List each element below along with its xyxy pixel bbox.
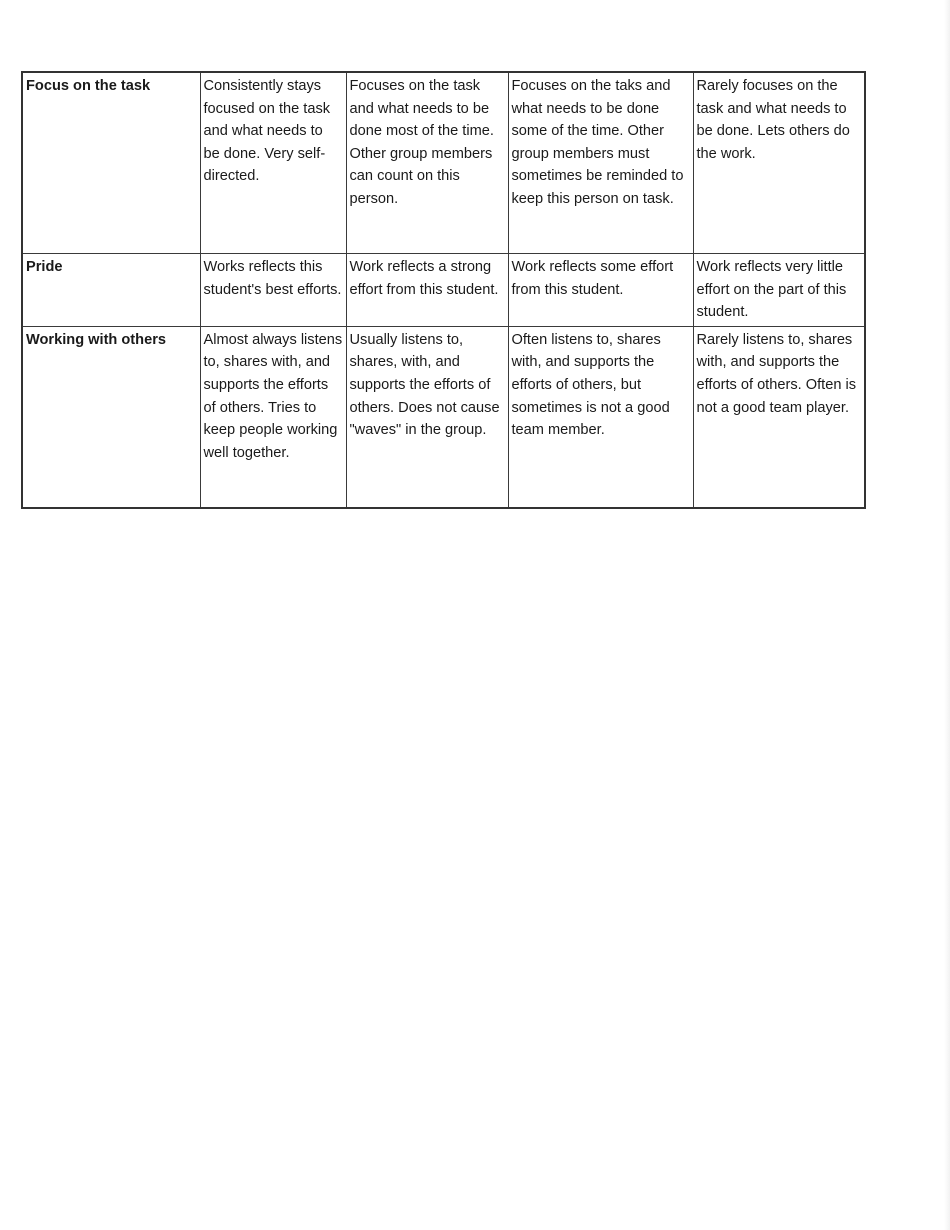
rubric-cell: Consistently stays focused on the task and what needs to be done. Very self-directed. <box>200 72 346 254</box>
rubric-cell: Rarely focuses on the task and what needs to be done. Lets others do the work. <box>693 72 865 254</box>
criterion-cell: Pride <box>22 254 200 327</box>
criterion-cell: Focus on the task <box>22 72 200 254</box>
scan-edge <box>944 0 950 1230</box>
rubric-cell: Often listens to, shares with, and supports the efforts of others, but sometimes is not a good team member. <box>508 326 693 508</box>
rubric-cell: Focuses on the taks and what needs to be done some of the time. Other group members must sometimes be reminded to keep this person on task. <box>508 72 693 254</box>
rubric-cell: Usually listens to, shares, with, and supports the efforts of others. Does not cause "waves" in the group. <box>346 326 508 508</box>
rubric-cell: Works reflects this student's best efforts. <box>200 254 346 327</box>
rubric-row-pride <box>22 254 865 327</box>
rubric-cell: Rarely listens to, shares with, and supports the efforts of others. Often is not a good team player. <box>693 326 865 508</box>
rubric-cell: Work reflects a strong effort from this student. <box>346 254 508 327</box>
rubric-cell: Work reflects very little effort on the part of this student. <box>693 254 865 327</box>
rubric-row-working-with-others <box>22 326 865 508</box>
rubric-cell: Almost always listens to, shares with, and supports the efforts of others. Tries to keep people working well together. <box>200 326 346 508</box>
criterion-cell: Working with others <box>22 326 200 508</box>
rubric-table <box>21 71 866 509</box>
rubric-cell: Work reflects some effort from this student. <box>508 254 693 327</box>
rubric-row-focus <box>22 72 865 254</box>
rubric-cell: Focuses on the task and what needs to be done most of the time. Other group members can count on this person. <box>346 72 508 254</box>
